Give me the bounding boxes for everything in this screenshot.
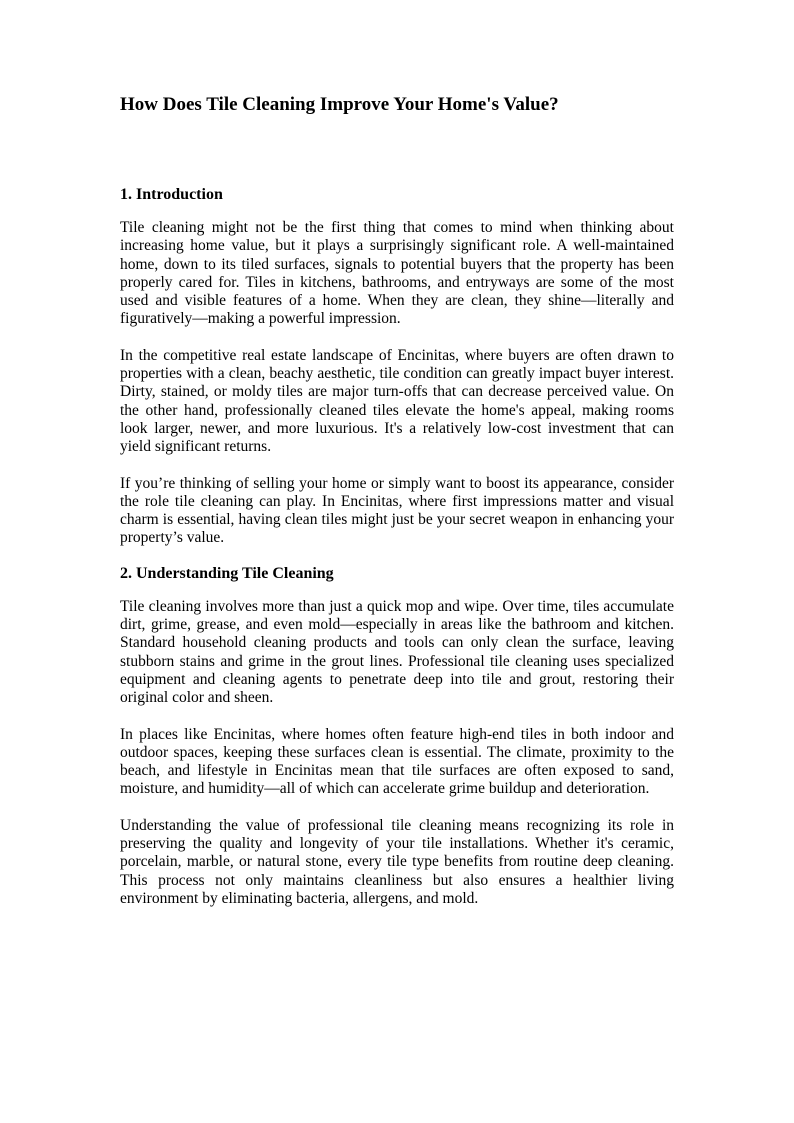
paragraph: In the competitive real estate landscape of Encinitas, where buyers are often drawn to properties with a clean, beachy aesthetic, tile condition can greatly impact buyer interest. Dirty, stained, or moldy tiles are major turn-offs that can decrease perceived value. On the other hand, professionally cleaned tiles elevate the home's appeal, making rooms look larger, newer, and more luxurious. It's a relatively low-cost investment that can yield significant returns. xyxy=(120,346,674,456)
page-title: How Does Tile Cleaning Improve Your Home's Value? xyxy=(120,94,559,115)
section-heading-understanding-tile-cleaning: 2. Understanding Tile Cleaning xyxy=(120,564,334,582)
document-body xyxy=(120,183,674,908)
paragraph: If you’re thinking of selling your home or simply want to boost its appearance, consider the role tile cleaning can play. In Encinitas, where first impressions matter and visual charm is essential, having clean tiles might just be your secret weapon in enhancing your property’s value. xyxy=(120,474,674,547)
paragraph: Tile cleaning involves more than just a quick mop and wipe. Over time, tiles accumulate dirt, grime, grease, and even mold—especially in areas like the bathroom and kitchen. Standard household cleaning products and tools can only clean the surface, leaving stubborn stains and grime in the grout lines. Professional tile cleaning uses specialized equipment and cleaning agents to penetrate deep into tile and grout, restoring their original color and sheen. xyxy=(120,597,674,707)
paragraph: Understanding the value of professional tile cleaning means recognizing its role in preserving the quality and longevity of your tile installations. Whether it's ceramic, porcelain, marble, or natural stone, every tile type benefits from routine deep cleaning. This process not only maintains cleanliness but also ensures a healthier living environment by eliminating bacteria, allergens, and mold. xyxy=(120,816,674,907)
paragraph: In places like Encinitas, where homes often feature high-end tiles in both indoor and outdoor spaces, keeping these surfaces clean is essential. The climate, proximity to the beach, and lifestyle in Encinitas mean that tile surfaces are often exposed to sand, moisture, and humidity—all of which can accelerate grime buildup and deterioration. xyxy=(120,725,674,798)
paragraph: Tile cleaning might not be the first thing that comes to mind when thinking about increasing home value, but it plays a surprisingly significant role. A well-maintained home, down to its tiled surfaces, signals to potential buyers that the property has been properly cared for. Tiles in kitchens, bathrooms, and entryways are some of the most used and visible features of a home. When they are clean, they shine—literally and figuratively—making a powerful impression. xyxy=(120,219,674,328)
section-heading-introduction: 1. Introduction xyxy=(120,186,223,203)
